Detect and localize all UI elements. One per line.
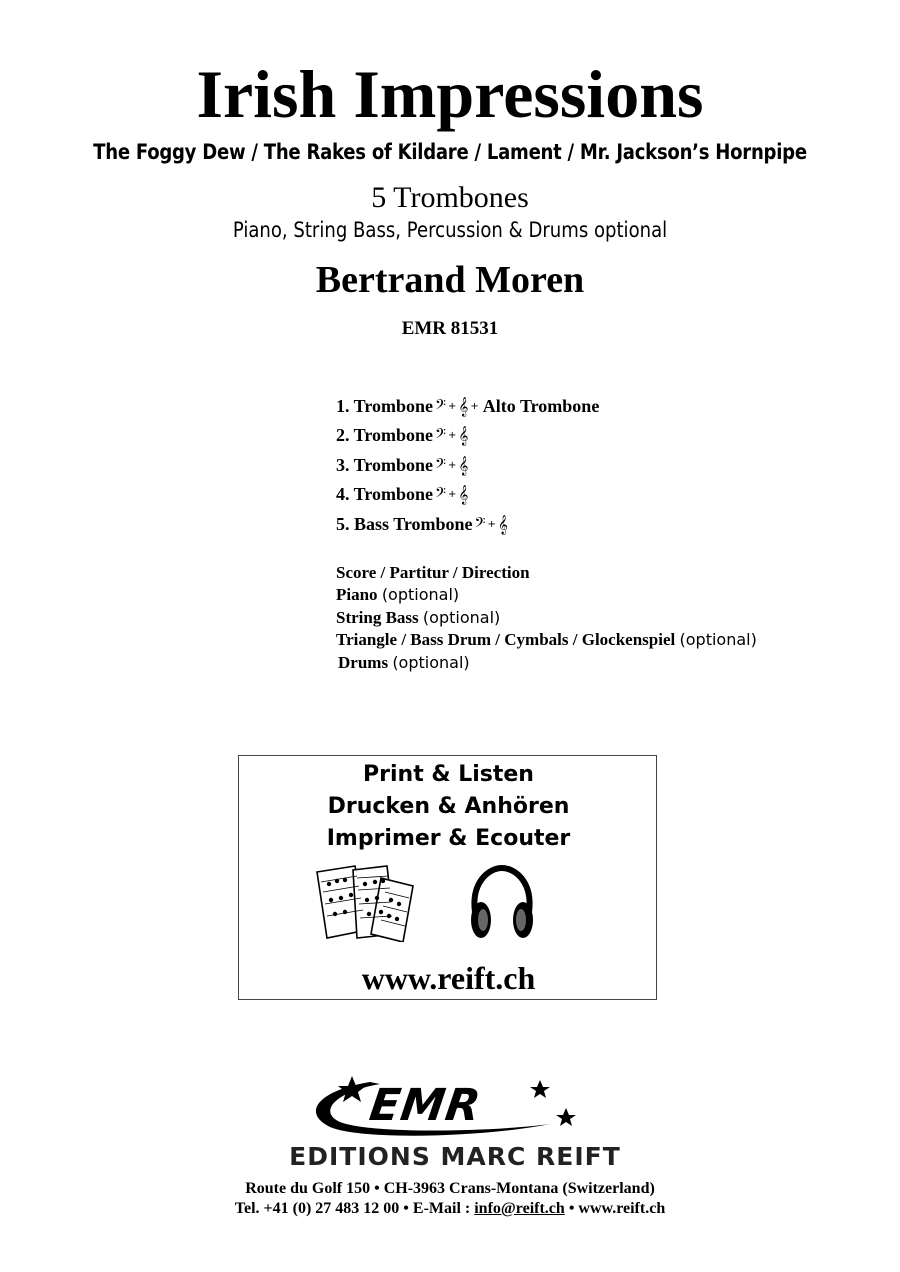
clef-group <box>435 397 481 417</box>
part-label: 5. Bass Trombone <box>336 514 473 534</box>
treble-clef-icon: 𝄞 <box>497 514 508 535</box>
logo-mark: EMR <box>366 1080 485 1131</box>
clef-group <box>435 426 468 446</box>
website-link[interactable]: www.reift.ch <box>361 960 536 996</box>
part-item <box>336 514 510 535</box>
clef-group <box>475 515 508 535</box>
plus-sign: + <box>447 489 457 500</box>
clef-group <box>435 485 468 505</box>
extra-name: String Bass <box>336 608 419 627</box>
footer-web[interactable]: • www.reift.ch <box>564 1200 666 1217</box>
extra-item <box>336 563 530 583</box>
extra-note: (optional) <box>381 585 460 604</box>
extra-note: (optional) <box>422 608 501 627</box>
bass-clef-icon: 𝄢 <box>435 455 446 476</box>
email-link[interactable]: info@reift.ch <box>474 1200 565 1217</box>
extra-name: Piano <box>336 585 378 604</box>
print-listen-box <box>238 755 657 1000</box>
part-item <box>336 396 599 417</box>
treble-clef-icon: 𝄞 <box>458 396 469 417</box>
bass-clef-icon: 𝄢 <box>435 425 446 446</box>
part-item <box>336 425 470 446</box>
extra-name: Drums <box>338 653 389 672</box>
subtitle-tune-list: The Foggy Dew / The Rakes of Kildare / Lament / Mr. Jackson’s Hornpipe <box>93 140 807 164</box>
instrumentation: 5 Trombones <box>371 181 529 214</box>
print-listen-line-en: Print & Listen <box>363 762 534 787</box>
print-listen-line-de: Drucken & Anhören <box>327 794 570 819</box>
optional-instruments: Piano, String Bass, Percussion & Drums optional <box>232 218 668 242</box>
plus-sign: + <box>487 519 496 530</box>
plus-sign: + <box>447 401 457 412</box>
logo-publisher-name: EDITIONS MARC REIFT <box>289 1142 621 1171</box>
treble-clef-icon: 𝄞 <box>458 484 469 505</box>
extra-item <box>338 653 470 673</box>
part-label: 3. Trombone <box>336 455 434 475</box>
footer-contact <box>0 1200 900 1218</box>
print-listen-line-fr: Imprimer & Ecouter <box>326 826 571 851</box>
extra-name: Score / Partitur / Direction <box>336 563 530 582</box>
bass-clef-icon: 𝄢 <box>474 514 486 535</box>
catalog-number: EMR 81531 <box>401 318 499 339</box>
publisher-logo <box>230 1072 680 1172</box>
part-item <box>336 455 470 476</box>
extra-item <box>336 585 459 605</box>
extra-item <box>336 630 757 650</box>
extra-note: (optional) <box>679 630 757 649</box>
clef-group <box>435 456 468 476</box>
part-label: 4. Trombone <box>336 484 434 504</box>
bass-clef-icon: 𝄢 <box>435 484 446 505</box>
extra-note: (optional) <box>392 653 470 672</box>
treble-clef-icon: 𝄞 <box>458 455 469 476</box>
part-item <box>336 484 470 505</box>
score-title: Irish Impressions <box>196 56 704 132</box>
footer-tel: Tel. +41 (0) 27 483 12 00 • E-Mail : <box>234 1200 475 1217</box>
part-suffix: Alto Trombone <box>482 396 600 416</box>
extra-name: Triangle / Bass Drum / Cymbals / Glockenspiel <box>336 630 676 649</box>
plus-sign: + <box>447 430 457 441</box>
treble-clef-icon: 𝄞 <box>458 425 469 446</box>
composer-name: Bertrand Moren <box>315 259 585 301</box>
part-label: 1. Trombone <box>336 396 434 416</box>
part-label: 2. Trombone <box>336 425 434 445</box>
footer-address: Route du Golf 150 • CH-3963 Crans-Montana (Switzerland) <box>245 1180 655 1197</box>
plus-sign: + <box>470 401 479 412</box>
headphones-icon <box>467 864 537 944</box>
bass-clef-icon: 𝄢 <box>435 396 446 417</box>
extra-item <box>336 608 500 628</box>
sheet-music-icon <box>311 864 423 942</box>
plus-sign: + <box>447 460 457 471</box>
